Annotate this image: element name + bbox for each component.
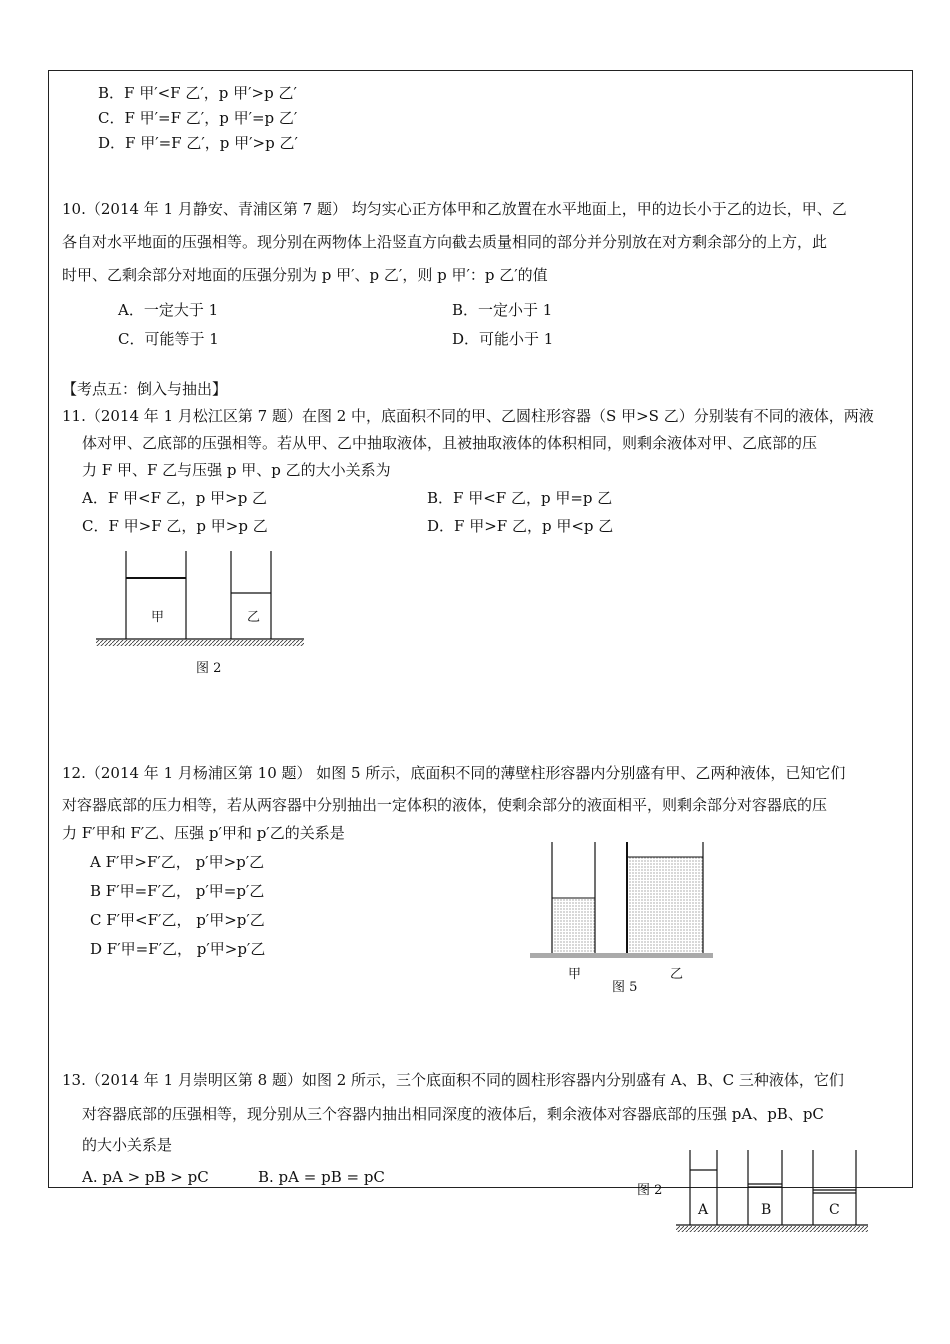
q11-line-2: 体对甲、乙底部的压强相等。若从甲、乙中抽取液体，且被抽取液体的体积相同，则剩余液体对甲、乙底部的压 xyxy=(82,434,818,452)
q10-option-c: C．可能等于 1 xyxy=(118,330,219,348)
q9-option-c: C．F 甲′=F 乙′，p 甲′=p 乙′ xyxy=(98,109,298,127)
q13-ground xyxy=(676,1226,868,1232)
q13-fig-label-a: A xyxy=(698,1202,709,1218)
q13-line-1: 13.（2014 年 1 月崇明区第 8 题）如图 2 所示，三个底面积不同的圆柱形容器内分别盛有 A、B、C 三种液体，它们 xyxy=(62,1071,844,1089)
q9-option-d: D．F 甲′=F 乙′，p 甲′>p 乙′ xyxy=(98,134,298,152)
q12-fig-caption: 图 5 xyxy=(612,980,638,995)
q12-option-d: D F′甲=F′乙， p′甲>p′乙 xyxy=(90,940,266,958)
q12-option-c: C F′甲<F′乙， p′甲>p′乙 xyxy=(90,911,265,929)
q10-line-2: 各自对水平地面的压强相等。现分别在两物体上沿竖直方向截去质量相同的部分并分别放在对方剩余部分的上方，此 xyxy=(62,233,828,251)
q11-line-3: 力 F 甲、F 乙与压强 p 甲、p 乙的大小关系为 xyxy=(82,461,391,479)
q11-fig-label-right: 乙 xyxy=(247,610,261,625)
q13-line-2: 对容器底部的压强相等，现分别从三个容器内抽出相同深度的液体后，剩余液体对容器底部的压强 pA、pB、pC xyxy=(82,1105,824,1123)
q12-line-3: 力 F′甲和 F′乙、压强 p′甲和 p′乙的关系是 xyxy=(62,824,345,842)
q11-option-a: A．F 甲<F 乙，p 甲>p 乙 xyxy=(82,489,268,507)
q10-option-a: A．一定大于 1 xyxy=(118,301,219,319)
q12-liquid-right xyxy=(627,857,703,953)
q10-line-1: 10.（2014 年 1 月静安、青浦区第 7 题） 均匀实心正方体甲和乙放置在水平地面上，甲的边长小于乙的边长，甲、乙 xyxy=(62,200,847,218)
q12-fig-label-left: 甲 xyxy=(568,967,582,982)
q11-line-1: 11.（2014 年 1 月松江区第 7 题）在图 2 中，底面积不同的甲、乙圆柱形容器（S 甲>S 乙）分别装有不同的液体，两液 xyxy=(62,407,874,425)
q12-figure xyxy=(530,842,720,960)
q12-line-1: 12.（2014 年 1 月杨浦区第 10 题） 如图 5 所示，底面积不同的薄壁柱形容器内分别盛有甲、乙两种液体，已知它们 xyxy=(62,764,846,782)
q13-fig-label-c: C xyxy=(829,1202,840,1218)
q12-line-2: 对容器底部的压力相等，若从两容器中分别抽出一定体积的液体，使剩余部分的液面相平，则剩余部分对容器底的压 xyxy=(62,796,828,814)
q13-fig-caption: 图 2 xyxy=(637,1183,663,1198)
q13-option-a: A. pA > pB > pC xyxy=(82,1168,209,1186)
q11-figure xyxy=(96,551,306,651)
q11-option-b: B．F 甲<F 乙，p 甲=p 乙 xyxy=(427,489,613,507)
q10-line-3: 时甲、乙剩余部分对地面的压强分别为 p 甲′、p 乙′，则 p 甲′：p 乙′的值 xyxy=(62,266,548,284)
q11-fig-label-left: 甲 xyxy=(151,610,165,625)
q11-fig-caption: 图 2 xyxy=(196,661,222,676)
q13-figure xyxy=(676,1150,876,1235)
q12-option-a: A F′甲>F′乙， p′甲>p′乙 xyxy=(90,853,265,871)
q11-ground xyxy=(96,640,304,646)
q11-option-d: D．F 甲>F 乙，p 甲<p 乙 xyxy=(427,517,614,535)
q11-option-c: C．F 甲>F 乙，p 甲>p 乙 xyxy=(82,517,268,535)
q13-fig-label-b: B xyxy=(761,1202,772,1218)
q13-option-b: B. pA = pB = pC xyxy=(258,1168,385,1186)
q12-ground xyxy=(530,953,713,958)
q9-option-b: B．F 甲′<F 乙′，p 甲′>p 乙′ xyxy=(98,84,297,102)
section-title: 【考点五：倒入与抽出】 xyxy=(62,380,228,398)
q12-liquid-left xyxy=(552,898,595,953)
q12-option-b: B F′甲=F′乙， p′甲=p′乙 xyxy=(90,882,265,900)
q10-option-b: B．一定小于 1 xyxy=(452,301,553,319)
q13-line-3: 的大小关系是 xyxy=(82,1136,173,1154)
q12-fig-label-right: 乙 xyxy=(670,967,684,982)
q10-option-d: D．可能小于 1 xyxy=(452,330,554,348)
